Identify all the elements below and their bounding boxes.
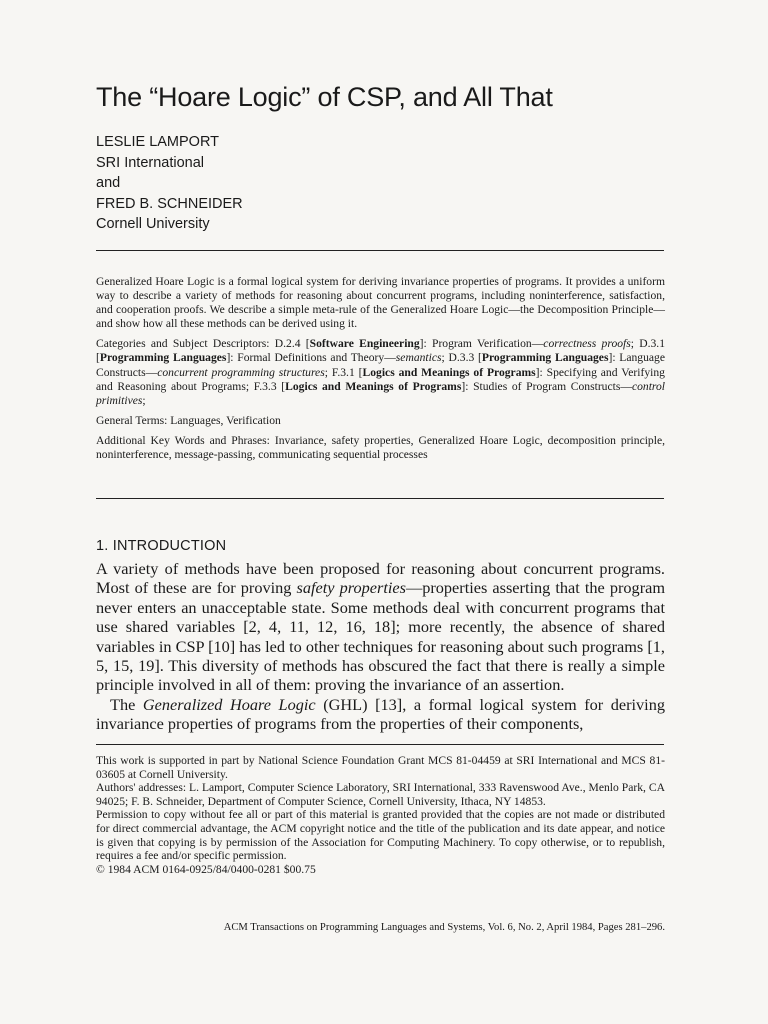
journal-citation: ACM Transactions on Programming Languages and Systems, Vol. 6, No. 2, April 1984, Pages 281–296. bbox=[223, 922, 665, 933]
copyright-line: © 1984 ACM 0164-0925/84/0400-0281 $00.75 bbox=[96, 862, 316, 876]
funding-note: This work is supported in part by National Science Foundation Grant MCS 81-04459 at SRI International and MCS 81-03605 at Cornell University. bbox=[96, 754, 665, 781]
author-block bbox=[96, 132, 496, 235]
general-terms: General Terms: Languages, Verification bbox=[96, 413, 281, 427]
section-heading: 1. INTRODUCTION bbox=[96, 538, 227, 554]
abstract-text: Generalized Hoare Logic is a formal logical system for deriving invariance properties of programs. It provides a uniform way to describe a variety of methods for reasoning about concurrent programs, including noninterference, satisfaction, and cooperation proofs. We describe a simple meta-rule of the Generalized Hoare Logic—the Decomposition Principle—and show how all these methods can be derived using it. bbox=[96, 275, 665, 331]
abstract-block bbox=[96, 275, 665, 468]
author-affiliation: SRI International bbox=[96, 154, 205, 171]
key-words: Additional Key Words and Phrases: Invariance, safety properties, Generalized Hoare Logic, decomposition principle, noninterference, message-passing, communicating sequential processes bbox=[96, 433, 665, 462]
footnote-block bbox=[96, 754, 665, 876]
categories-descriptors: Categories and Subject Descriptors: D.2.4 [Software Engineering]: Program Verification—correctness proofs; D.3.1 [Programming Languages]: Formal Definitions and Theory—semantics; D.3.3 [Programming Languages]: Language Constructs—concurrent programming structures; F.3.1 [Logics and Meanings of Programs]: Specifying and Verifying and Reasoning about Programs; F.3.3 [Logics and Meanings of Programs]: Studies of Program Constructs—control primitives; bbox=[96, 337, 666, 407]
author-name: LESLIE LAMPORT bbox=[96, 134, 220, 150]
intro-paragraph: The Generalized Hoare Logic (GHL) [13], a formal logical system for deriving invariance properties of programs from the properties of their components, bbox=[96, 694, 665, 734]
author-affiliation: Cornell University bbox=[96, 216, 210, 232]
permission-notice: Permission to copy without fee all or part of this material is granted provided that the copies are not made or distributed for direct commercial advantage, the ACM copyright notice and the title of the publication and its date appear, and notice is given that copying is by permission of the Association for Computing Machinery. To copy otherwise, or to republish, requires a fee and/or specific permission. bbox=[96, 808, 665, 863]
author-name: FRED B. SCHNEIDER bbox=[96, 195, 243, 212]
intro-paragraph: A variety of methods have been proposed for reasoning about concurrent programs. Most of these are for proving safety properties—properties asserting that the program never enters an unacceptable state. Some methods deal with concurrent programs that use shared variables [2, 4, 11, 12, 16, 18]; more recently, the absence of shared variables in CSP [10] has led to other techniques for reasoning about such programs [1, 5, 15, 19]. This diversity of methods has obscured the fact that there is really a simple principle involved in all of them: proving the invariance of an assertion. bbox=[96, 559, 666, 695]
paper-title: The “Hoare Logic” of CSP, and All That bbox=[96, 82, 553, 112]
footnote-divider bbox=[96, 744, 664, 745]
author-conjunction: and bbox=[96, 175, 121, 191]
divider-top bbox=[96, 250, 664, 251]
divider-bottom bbox=[96, 498, 664, 499]
introduction-body bbox=[96, 559, 665, 734]
author-addresses: Authors' addresses: L. Lamport, Computer Science Laboratory, SRI International, 333 Ravenswood Ave., Menlo Park, CA 94025; F. B. Schneider, Department of Computer Science, Cornell University, Ithaca, NY 14853. bbox=[96, 781, 665, 808]
